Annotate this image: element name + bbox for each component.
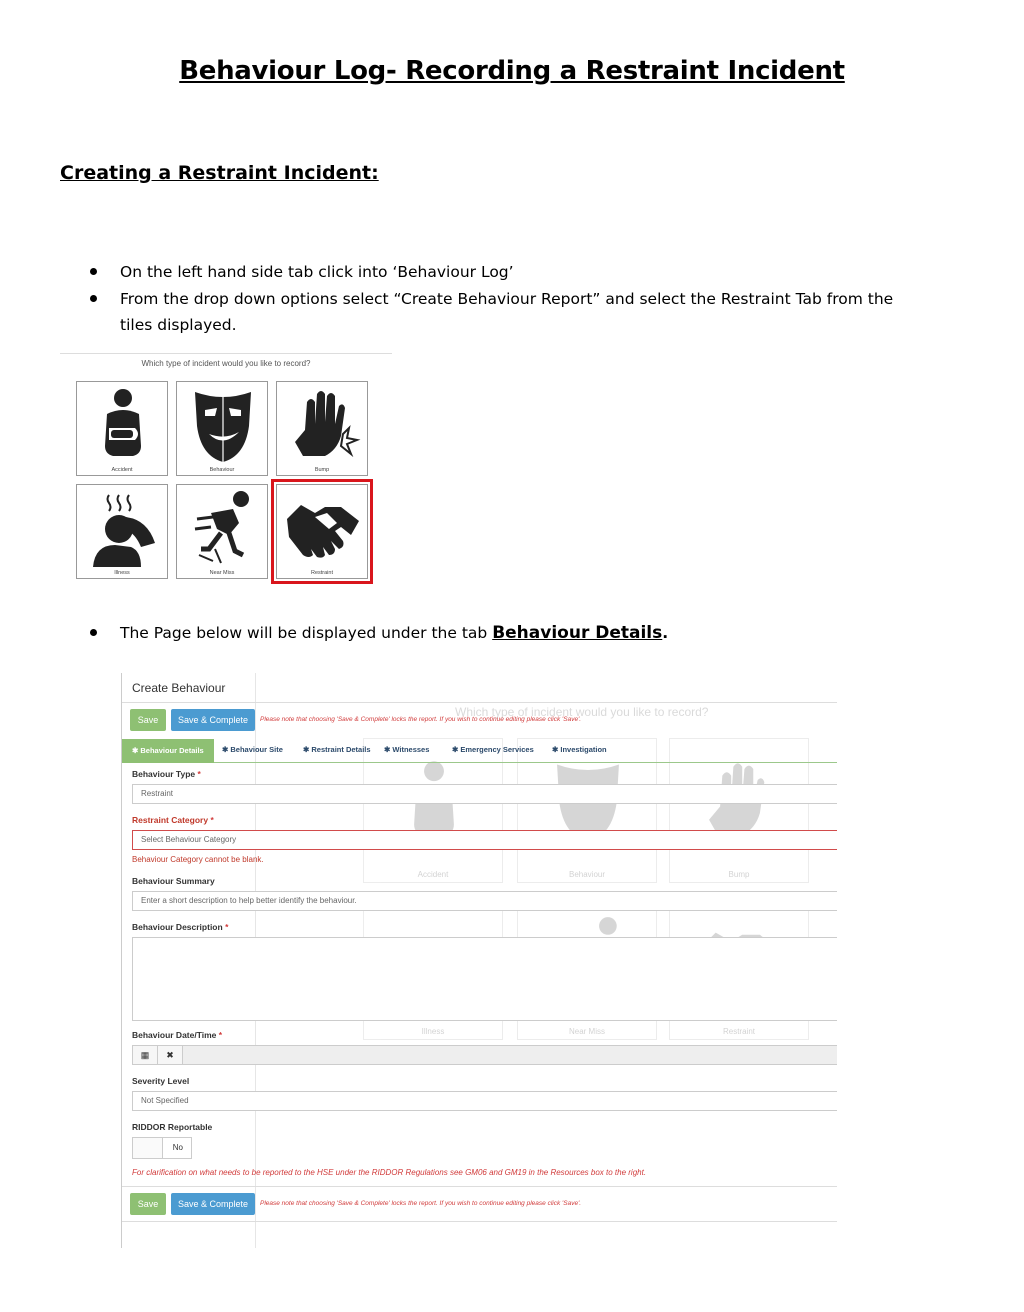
divider	[122, 702, 837, 703]
bullet-dot	[90, 629, 97, 636]
required-mark: *	[197, 769, 201, 779]
tile-label: Near Miss	[209, 570, 235, 576]
severity-level-select[interactable]: Not Specified	[132, 1091, 837, 1111]
behaviour-details-emphasis: Behaviour Details	[492, 623, 663, 643]
save-complete-button-bottom[interactable]: Save & Complete	[171, 1193, 255, 1215]
form-heading: Create Behaviour	[132, 681, 226, 695]
behaviour-description-textarea[interactable]	[132, 937, 837, 1021]
toggle-knob	[133, 1138, 163, 1158]
instruction-text: On the left hand side tab click into ‘Behaviour Log’	[120, 263, 514, 281]
instruction-text-main: The Page below will be displayed under the tab	[120, 624, 488, 642]
ghost-tile-label: Bump	[728, 870, 750, 879]
tile-restraint[interactable]	[276, 484, 368, 579]
divider	[122, 1186, 837, 1187]
tile-label: Behaviour	[209, 467, 235, 473]
save-button-bottom[interactable]: Save	[130, 1193, 166, 1215]
restraint-category-select[interactable]: Select Behaviour Category	[132, 830, 837, 850]
tile-label: Restraint	[310, 570, 333, 576]
bullet-dot	[90, 268, 97, 275]
behaviour-type-label	[132, 769, 201, 779]
page-title: Behaviour Log- Recording a Restraint Incident	[179, 56, 845, 86]
ghost-tile-label: Restraint	[722, 1027, 755, 1036]
clear-icon[interactable]: ✖	[158, 1046, 183, 1064]
behaviour-type-label-text: Behaviour Type	[132, 769, 196, 779]
falling-person-icon	[185, 489, 261, 567]
injured-person-icon	[85, 386, 161, 464]
save-note: Please note that choosing 'Save & Complete' locks the report. If you wish to continue editing please click 'Save'.	[260, 716, 582, 723]
calendar-icon[interactable]: ▦	[133, 1046, 158, 1064]
tab-behaviour-site[interactable]: ✱ Behaviour Site	[222, 745, 283, 754]
behaviour-type-field[interactable]: Restraint	[132, 784, 837, 804]
ghost-prompt: Which type of incident would you like to record?	[455, 705, 709, 719]
behaviour-datetime-label-text: Behaviour Date/Time	[132, 1030, 217, 1040]
tile-label: Bump	[314, 467, 330, 473]
required-mark: *	[210, 815, 214, 825]
tab-investigation[interactable]: ✱ Investigation	[552, 745, 607, 754]
ghost-tile-label: Accident	[417, 870, 449, 879]
tile-accident[interactable]	[76, 381, 168, 476]
behaviour-description-label	[132, 922, 228, 932]
tile-illness[interactable]	[76, 484, 168, 579]
save-complete-button[interactable]: Save & Complete	[171, 709, 255, 731]
hand-impact-icon	[285, 386, 361, 464]
section-heading: Creating a Restraint Incident:	[60, 162, 379, 184]
tab-behaviour-details[interactable]: ✱ Behaviour Details	[122, 739, 214, 763]
picker-prompt: Which type of incident would you like to record?	[60, 353, 392, 375]
save-note-bottom: Please note that choosing 'Save & Complete' locks the report. If you wish to continue editing please click 'Save'.	[260, 1200, 582, 1207]
bullet-dot	[90, 295, 97, 302]
handshake-icon	[285, 489, 361, 567]
create-behaviour-form	[121, 673, 837, 1248]
required-mark: *	[225, 922, 229, 932]
restraint-category-error: Behaviour Category cannot be blank.	[132, 855, 264, 864]
tile-behaviour[interactable]	[176, 381, 268, 476]
behaviour-datetime-field[interactable]	[132, 1045, 837, 1065]
tab-witnesses[interactable]: ✱ Witnesses	[384, 745, 430, 754]
divider	[122, 1221, 837, 1222]
instruction-text	[120, 620, 668, 646]
riddor-value: No	[172, 1143, 183, 1152]
instruction-text: From the drop down options select “Create Behaviour Report” and select the Restraint Tab from the tiles displayed.	[120, 290, 894, 334]
tile-near-miss[interactable]	[176, 484, 268, 579]
form-tabs	[122, 739, 837, 763]
riddor-toggle[interactable]	[132, 1137, 192, 1159]
tab-emergency-services[interactable]: ✱ Emergency Services	[452, 745, 534, 754]
theatre-mask-icon	[185, 386, 261, 464]
tile-bump[interactable]	[276, 381, 368, 476]
tab-restraint-details[interactable]: ✱ Restraint Details	[303, 745, 371, 754]
riddor-note: For clarification on what needs to be reported to the HSE under the RIDDOR Regulations see GM06 and GM19 in the Resources box to the right.	[132, 1168, 647, 1177]
behaviour-summary-label: Behaviour Summary	[132, 876, 215, 886]
restraint-category-label-text: Restraint Category	[132, 815, 209, 825]
ill-person-icon	[85, 489, 161, 567]
tile-label: Accident	[111, 467, 133, 473]
behaviour-datetime-label	[132, 1030, 222, 1040]
instruction-period: .	[662, 624, 669, 642]
behaviour-summary-input[interactable]: Enter a short description to help better identify the behaviour.	[132, 891, 837, 911]
ghost-tile-label: Behaviour	[568, 870, 606, 879]
save-button[interactable]: Save	[130, 709, 166, 731]
tile-label: Illness	[114, 570, 130, 576]
ghost-tile-label: Illness	[421, 1027, 445, 1036]
restraint-category-label	[132, 815, 214, 825]
behaviour-description-label-text: Behaviour Description	[132, 922, 223, 932]
riddor-label: RIDDOR Reportable	[132, 1122, 213, 1132]
ghost-tile-label: Near Miss	[568, 1027, 605, 1036]
required-mark: *	[218, 1030, 223, 1040]
incident-type-picker	[60, 353, 392, 585]
severity-level-label: Severity Level	[132, 1076, 190, 1086]
